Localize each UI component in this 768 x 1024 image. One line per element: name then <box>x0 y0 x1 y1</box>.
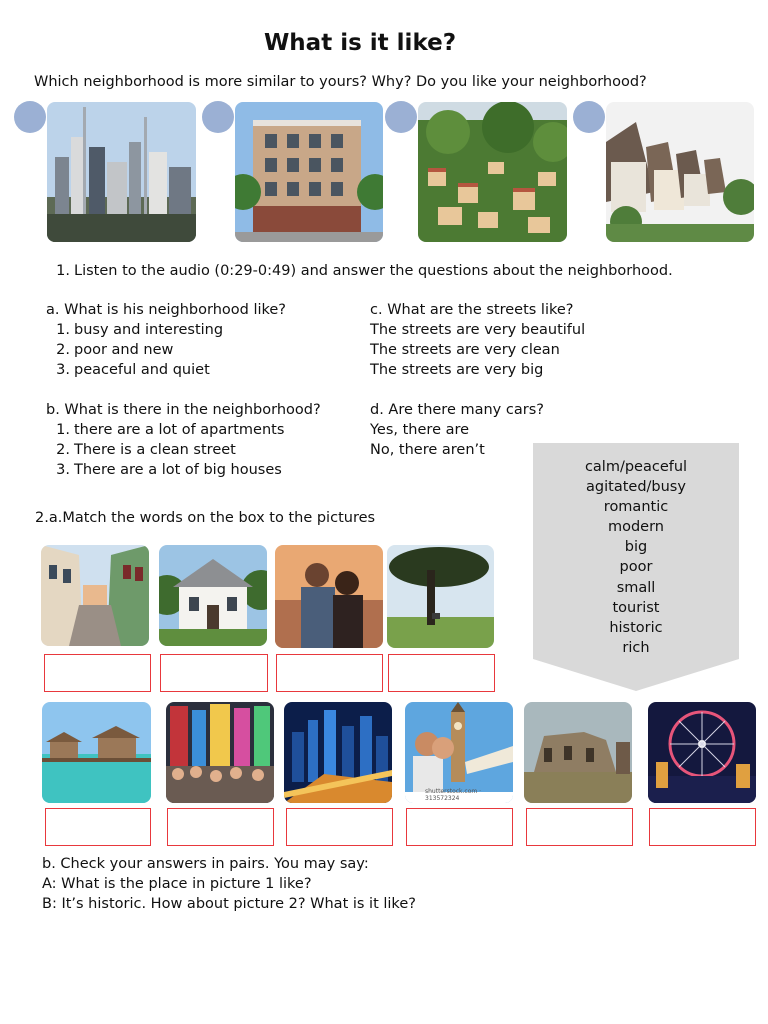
photo-historic-street <box>41 545 149 646</box>
answer-option: The streets are very clean <box>370 342 560 358</box>
item-text: there are a lot of apartments <box>74 422 285 438</box>
photo-city-night <box>284 702 392 803</box>
answer-box[interactable] <box>276 654 383 692</box>
photo-couple-sunset <box>275 545 383 648</box>
question-b-label: b. What is there in the neighborhood? <box>46 402 321 418</box>
number-circle <box>14 101 46 133</box>
answer-box[interactable] <box>526 808 633 846</box>
item-text: There are a lot of big houses <box>74 462 282 478</box>
item-text: poor and new <box>74 342 174 358</box>
answer-box[interactable] <box>160 654 268 692</box>
photo-overwater-bungalows <box>42 702 151 803</box>
answer-option: Yes, there are <box>370 422 470 438</box>
number-circle <box>573 101 605 133</box>
list-item <box>46 420 321 440</box>
page-title: What is it like? <box>263 30 457 56</box>
answer-box[interactable] <box>649 808 756 846</box>
answer-option: The streets are very big <box>370 362 544 378</box>
item-number: 1. <box>56 422 70 438</box>
word-item: big <box>624 539 648 556</box>
photo-apartment-building <box>235 102 383 242</box>
question-d-label: d. Are there many cars? <box>370 402 544 418</box>
word-item: modern <box>607 519 665 536</box>
photo-ferris-wheel <box>648 702 756 803</box>
word-item: rich <box>622 639 650 656</box>
number-circle <box>202 101 234 133</box>
word-item: small <box>616 579 656 596</box>
item-text: busy and interesting <box>74 322 224 338</box>
answer-box[interactable] <box>406 808 513 846</box>
question-b <box>46 400 321 480</box>
intro-question: Which neighborhood is more similar to yours? Why? Do you like your neighborhood? <box>34 74 647 90</box>
word-item: calm/peaceful <box>584 459 688 475</box>
photo-city-skyline <box>47 102 196 242</box>
question-a-label: a. What is his neighborhood like? <box>46 302 287 318</box>
list-item <box>46 460 321 480</box>
task-1-text: Listen to the audio (0:29-0:49) and answer the questions about the neighborhood. <box>74 263 673 279</box>
answer-option: No, there aren’t <box>370 442 485 458</box>
item-number: 1. <box>56 322 70 338</box>
answer-option: The streets are very beautiful <box>370 322 586 338</box>
list-item <box>46 320 286 340</box>
list-item <box>46 440 321 460</box>
question-c <box>370 300 585 380</box>
task-2a: 2.a.Match the words on the box to the pictures <box>35 510 376 526</box>
photo-hillside-town <box>418 102 567 242</box>
dialogue-line: A: What is the place in picture 1 like? <box>42 876 312 892</box>
question-d <box>370 400 544 460</box>
question-c-label: c. What are the streets like? <box>370 302 574 318</box>
task-2b <box>42 854 416 914</box>
list-item <box>46 360 286 380</box>
watermark: shutterstock.com · 313572324 <box>425 788 482 802</box>
word-item: romantic <box>603 499 669 516</box>
word-item: agitated/busy <box>586 479 686 496</box>
photo-suburban-houses <box>606 102 754 242</box>
dialogue-line: B: It’s historic. How about picture 2? What is it like? <box>42 896 416 912</box>
photo-tree-park <box>387 545 494 648</box>
item-text: peaceful and quiet <box>74 362 210 378</box>
answer-box[interactable] <box>286 808 393 846</box>
item-text: There is a clean street <box>74 442 236 458</box>
task-1-number: 1. <box>56 263 70 279</box>
answer-box[interactable] <box>167 808 274 846</box>
task-1 <box>46 261 673 281</box>
item-number: 3. <box>56 362 70 378</box>
answer-box[interactable] <box>45 808 151 846</box>
item-number: 2. <box>56 342 70 358</box>
word-item: tourist <box>612 599 660 616</box>
photo-white-house <box>159 545 267 646</box>
answer-box[interactable] <box>388 654 495 692</box>
word-item: poor <box>619 559 653 576</box>
list-item <box>46 340 286 360</box>
photo-tourists-big-ben <box>405 702 513 803</box>
item-number: 2. <box>56 442 70 458</box>
answer-box[interactable] <box>44 654 151 692</box>
word-list <box>533 457 739 658</box>
question-a <box>46 300 286 380</box>
word-item: historic <box>609 619 663 636</box>
number-circle <box>385 101 417 133</box>
word-box <box>533 443 739 691</box>
photo-crowded-city <box>166 702 274 803</box>
task-2b-instruction: b. Check your answers in pairs. You may say: <box>42 856 369 872</box>
item-number: 3. <box>56 462 70 478</box>
photo-ruined-building <box>524 702 632 803</box>
